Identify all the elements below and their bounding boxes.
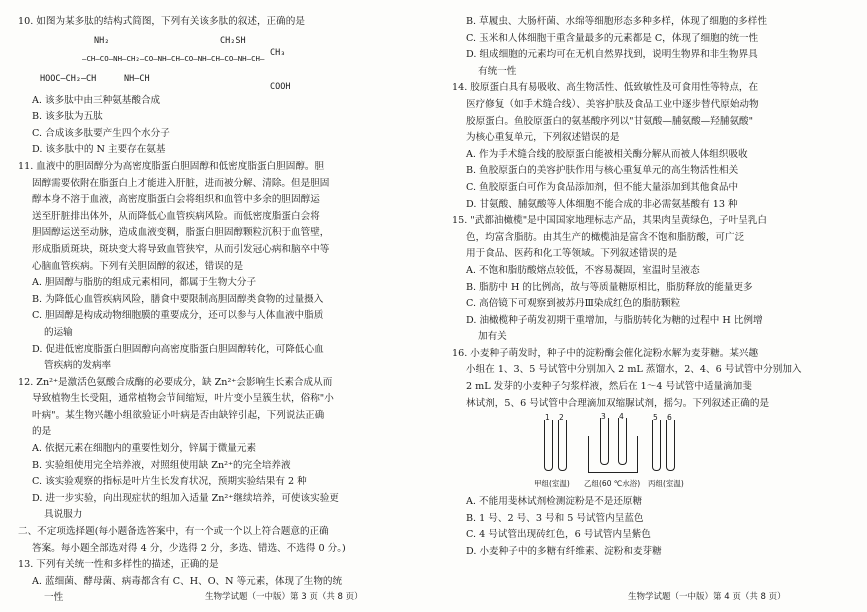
tube-label-6: 6 <box>667 413 672 423</box>
q11-line: 心脑血管疾病。下列有关胆固醇的叙述，错误的是 <box>32 260 244 272</box>
q14-line: 14. 胶原蛋白具有易吸收、高生物活性、低致敏性及可食用性等特点，在 <box>452 82 759 94</box>
right-column <box>452 14 852 561</box>
struct-nh2: NH₂ <box>94 35 110 46</box>
q16-option-c: C. 4 号试管出现砖红色，6 号试管内呈紫色 <box>466 529 651 541</box>
struct-cooh: COOH <box>270 81 291 92</box>
q15-option-a: A. 不饱和脂肪酸熔点较低，不容易凝固，室温时呈液态 <box>466 264 700 276</box>
q14-option-a: A. 作为手术缝合线的胶原蛋白能被相关酶分解从而被人体组织吸收 <box>466 148 748 160</box>
q12-line: 叶病"。某生物兴趣小组欲验证小叶病是否由缺锌引起，下列说法正确 <box>32 409 325 421</box>
q10-option-c: C. 合成该多肽要产生四个水分子 <box>32 127 170 139</box>
q11-line: 胆固醇运送至动脉，造成血液变稠，脂蛋白胆固醇颗粒沉积于血管壁， <box>32 227 330 239</box>
test-tube-5 <box>652 420 661 471</box>
q15-line: 15. "武都油橄榄"是中国国家地理标志产品，其果肉呈黄绿色，子叶呈乳白 <box>452 215 767 227</box>
tube-label-3: 3 <box>601 412 606 422</box>
struct-ch3: CH₃ <box>270 47 286 58</box>
q11-option-d-cont: 管疾病的发病率 <box>44 360 112 372</box>
group-bing-caption: 丙组(室温) <box>648 479 684 489</box>
q13-option-a: A. 蓝细菌、酵母菌、病毒都含有 C、H、O、N 等元素，体现了生物的统 <box>32 575 343 587</box>
q16-option-b: B. 1 号、2 号、3 号和 5 号试管内呈蓝色 <box>466 512 644 524</box>
q14-option-b: B. 鱼胶原蛋白的美容护肤作用与核心重复单元的高生物活性相关 <box>466 165 739 177</box>
q13-option-b: B. 草履虫、大肠杆菌、水绵等细胞形态多种多样，体现了细胞的多样性 <box>466 16 767 27</box>
q11-option-d: D. 促进低密度脂蛋白胆固醇向高密度脂蛋白胆固醇转化，可降低心血 <box>32 343 324 355</box>
q11-line: 醇本身不溶于血液，高密度脂蛋白会将组织和血管中多余的胆固醇运 <box>32 194 320 206</box>
q16-line: 2 mL 发芽的小麦种子匀浆样液，然后在 1～4 号试管中适量滴加斐 <box>466 381 752 393</box>
q12-option-a: A. 依据元素在细胞内的重要性划分，锌属于微量元素 <box>32 443 257 455</box>
test-tube-6 <box>666 420 675 471</box>
q12-line: 12. Zn²⁺是激活色氨酸合成酶的必要成分，缺 Zn²⁺会影响生长素合成从而 <box>18 376 333 388</box>
q13-option-c: C. 玉米和人体细胞干重含量最多的元素都是 C，体现了细胞的统一性 <box>466 32 759 44</box>
q16-line: 小组在 1、3、5 号试管中分别加入 2 mL 蒸馏水，2、4、6 号试管中分别加入 <box>466 364 802 376</box>
section2-header-line: 答案。每小题全部选对得 4 分，少选得 2 分，多选、错选、不选得 0 分。) <box>32 542 346 554</box>
left-column <box>18 14 418 607</box>
q12-option-b: B. 实验组使用完全培养液，对照组使用缺 Zn²⁺的完全培养液 <box>32 459 291 471</box>
q15-line: 色，均富含脂肪。由其生产的橄榄油是富含不饱和脂肪酸，可广泛 <box>466 231 745 243</box>
q11-line: 11. 血液中的胆固醇分为高密度脂蛋白胆固醇和低密度脂蛋白胆固醇。胆 <box>18 160 325 172</box>
q16-option-a: A. 不能用斐林试剂检测淀粉是不是还原糖 <box>466 496 643 508</box>
tube-label-5: 5 <box>653 413 658 423</box>
test-tube-2 <box>558 420 567 471</box>
q11-option-c: C. 胆固醇是构成动物细胞膜的重要成分，还可以参与人体血液中脂质 <box>32 310 324 322</box>
water-bath-beaker <box>588 436 638 473</box>
q10-stem: 10. 如图为某多肽的结构式简图，下列有关该多肽的叙述，正确的是 <box>18 16 305 27</box>
q12-option-d: D. 进一步实验，向出现症状的组加入适量 Zn²⁺继续培养，可使该实验更 <box>32 492 339 504</box>
section2-header-line: 二、不定项选择题(每小题备选答案中，有一个或一个以上符合题意的正确 <box>18 526 329 538</box>
q11-line: 固醇需要依附在脂蛋白上才能进入肝脏，进而被分解、清除。但是胆固 <box>32 177 330 189</box>
q14-line: 胶原蛋白。鱼胶原蛋白的氨基酸序列以"甘氨酸—脯氨酸—羟脯氨酸" <box>466 115 754 127</box>
q11-line: 送至肝脏排出体外，从而降低心血管疾病风险。而低密度脂蛋白会将 <box>32 210 320 222</box>
page-footer-left: 生物学试题（一中版）第 3 页（共 8 页） <box>205 592 363 602</box>
struct-sh: CH₂SH <box>220 35 246 46</box>
q10-option-b: B. 该多肽为五肽 <box>32 111 103 123</box>
q14-line: 医疗修复（如手术缝合线）、美容护肤及食品工业中逐步替代原始动物 <box>466 98 759 110</box>
struct-main: —CH—CO—NH—CH₂—CO—NH—CH—CO—NH—CH—CO—NH—CH— <box>82 53 265 63</box>
q14-line: 为核心重复单元，下列叙述错误的是 <box>466 132 620 144</box>
tube-label-1: 1 <box>545 413 550 423</box>
q14-option-c: C. 鱼胶原蛋白可作为食品添加剂，但不能大量添加到其他食品中 <box>466 181 739 193</box>
q11-option-c-cont: 的运输 <box>44 326 73 338</box>
page-footer-right: 生物学试题（一中版）第 4 页（共 8 页） <box>628 592 786 602</box>
q15-option-b: B. 脂肪中 H 的比例高，故与等质量糖原相比，脂肪释放的能量更多 <box>466 281 753 293</box>
q15-option-d-cont: 加有关 <box>478 331 507 343</box>
q10-structure-diagram <box>32 33 418 91</box>
q11-option-a: A. 胆固醇与脂肪的组成元素相同，都属于生物大分子 <box>32 277 257 289</box>
q12-option-d-cont: 具说服力 <box>44 509 83 521</box>
tube-label-4: 4 <box>619 412 624 422</box>
q11-option-b: B. 为降低心血管疾病风险，膳食中要限制高胆固醇类食物的过量摄入 <box>32 293 324 305</box>
group-yi-caption: 乙组(60 ℃水浴) <box>584 479 641 489</box>
struct-nh-ch: NH—CH <box>124 73 150 84</box>
q11-line: 形成脂质斑块，斑块变大将导致血管狭窄，从而引发冠心病和脑卒中等 <box>32 243 330 255</box>
q13-option-d-cont: 有统一性 <box>478 65 517 77</box>
q16-line: 16. 小麦种子萌发时，种子中的淀粉酶会催化淀粉水解为麦芽糖。某兴趣 <box>452 347 759 359</box>
q10-option-a: A. 该多肽中由三种氨基酸合成 <box>32 94 161 106</box>
q14-option-d: D. 甘氨酸、脯氨酸等人体细胞不能合成的非必需氨基酸有 13 种 <box>466 198 738 210</box>
q12-line: 的是 <box>32 426 52 438</box>
q13-stem: 13. 下列有关统一性和多样性的描述，正确的是 <box>18 559 219 571</box>
q10-option-d: D. 该多肽中的 N 主要存在氨基 <box>32 144 166 156</box>
q16-test-tube-figure <box>452 412 852 494</box>
q15-option-c: C. 高倍镜下可观察到被苏丹Ⅲ染成红色的脂肪颗粒 <box>466 298 681 310</box>
test-tube-1 <box>544 420 553 471</box>
q15-option-d: D. 油橄榄种子萌发初期干重增加，与脂肪转化为糖的过程中 H 比例增 <box>466 314 763 326</box>
q16-option-d: D. 小麦种子中的多糖有纤维素、淀粉和麦芽糖 <box>466 546 662 558</box>
q13-option-d: D. 组成细胞的元素均可在无机自然界找到，说明生物界和非生物界具 <box>466 49 758 61</box>
struct-hooc: HOOC—CH₂—CH <box>40 73 97 84</box>
q12-line: 导致植物生长受阻，通常植物会节间缩短，叶片变小呈簇生状，俗称"小 <box>32 393 334 405</box>
tube-label-2: 2 <box>559 413 564 423</box>
q15-line: 用于食品、医药和化工等领域。下列叙述错误的是 <box>466 248 678 260</box>
q16-line: 林试剂，5、6 号试管中合理滴加双缩脲试剂，摇匀。下列叙述正确的是 <box>466 397 770 409</box>
q13-option-a-cont: 一性 <box>44 592 64 604</box>
group-jia-caption: 甲组(室温) <box>534 479 570 489</box>
q12-option-c: C. 该实验观察的指标是叶片生长发育状况，预期实验结果有 2 种 <box>32 476 307 488</box>
